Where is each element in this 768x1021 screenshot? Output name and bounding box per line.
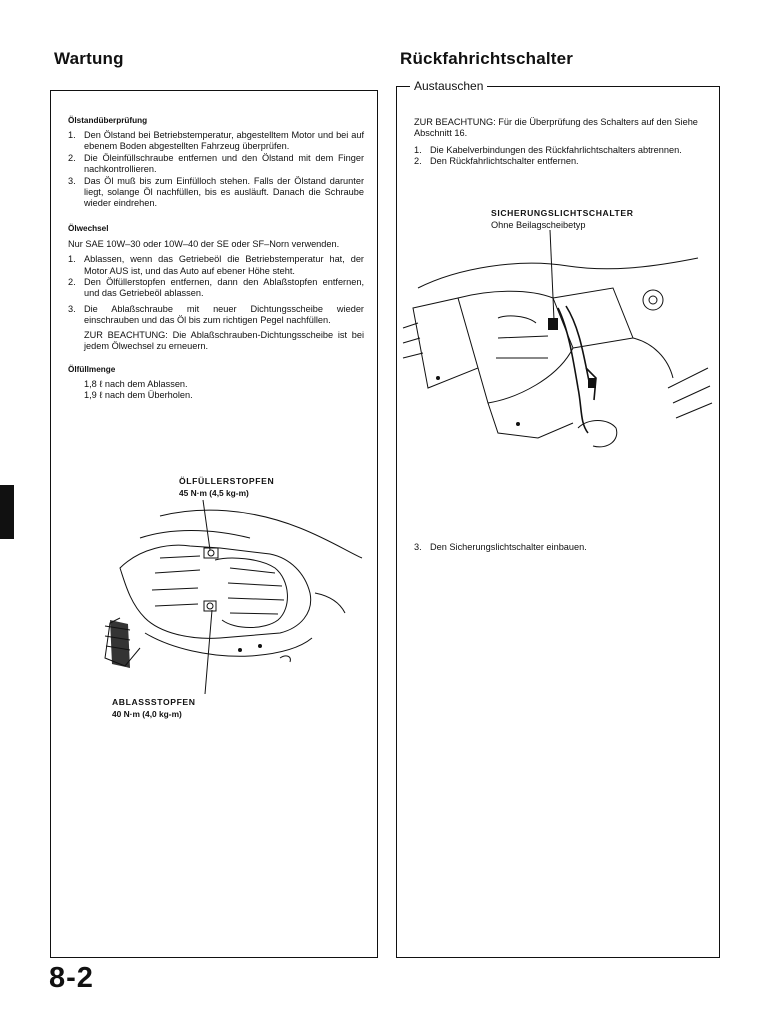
transmission-oil-plugs-illustration	[100, 498, 366, 698]
oil-change-note: ZUR BEACHTUNG: Die Ablaßschrauben-Dichtungsscheibe ist bei jedem Ölwechsel zu erneuern.	[84, 329, 364, 352]
list-item: 2. Den Rückfahrlichtschalter entfernen.	[414, 156, 579, 167]
list-item: 2. Den Ölfüllerstopfen entfernen, dann den Ablaßstopfen entfernen, und das Getriebeöl ablassen.	[68, 277, 364, 299]
fill-plug-label: ÖLFÜLLERSTOPFEN	[179, 476, 275, 486]
oil-change-heading: Ölwechsel	[68, 223, 109, 233]
switch-check-note: ZUR BEACHTUNG: Für die Überprüfung des Schalters auf den Siehe Abschnitt 16.	[414, 117, 698, 139]
list-item: 2. Die Öleinfüllschraube entfernen und den Ölstand mit dem Finger nachkontrollieren.	[68, 152, 364, 175]
page-number: 8-2	[49, 962, 94, 994]
right-step-3	[414, 542, 710, 553]
switch-figure-label: SICHERUNGSLICHTSCHALTER	[491, 208, 634, 218]
oil-capacity-line: 1,8 ℓ nach dem Ablassen.	[84, 378, 188, 389]
list-item: 3. Das Öl muß bis zum Einfülloch stehen. Falls der Ölstand darunter liegt, solange Öl nachfüllen, bis es ausläuft. Danach die Schraube wieder eindrehen.	[68, 175, 364, 209]
drain-plug-label: ABLASSSTOPFEN	[112, 697, 196, 707]
list-item: 1. Den Ölstand bei Betriebstemperatur, abgestelltem Motor und bei auf ebenem Boden abgestellten Fahrzeug überprüfen.	[68, 130, 364, 152]
right-text-column	[414, 117, 710, 168]
list-item: 3. Die Ablaßschraube mit neuer Dichtungsscheibe wieder einschrauben und das Öl bis zum richtigen Pegel nachfüllen.	[68, 303, 364, 326]
oil-capacity-line: 1,9 ℓ nach dem Überholen.	[84, 389, 193, 400]
list-item: 3. Den Sicherungslichtschalter einbauen.	[414, 542, 587, 552]
right-page-title: Rückfahrichtschalter	[400, 49, 574, 68]
fill-plug-torque: 45 N·m (4,5 kg-m)	[179, 488, 249, 498]
reverse-light-switch-illustration	[398, 228, 716, 460]
drain-plug-torque: 40 N·m (4,0 kg-m)	[112, 709, 182, 719]
oil-capacity-heading: Ölfüllmenge	[68, 364, 116, 374]
list-item: 1. Ablassen, wenn das Getriebeöl die Betriebstemperatur hat, der Motor AUS ist, und das Auto auf ebener Höhe steht.	[68, 254, 364, 276]
left-page-title: Wartung	[54, 49, 124, 68]
oil-check-heading: Ölstandüberprüfung	[68, 116, 148, 125]
section-heading: Austauschen	[410, 79, 487, 93]
oil-change-intro: Nur SAE 10W–30 oder 10W–40 der SE oder SF–Norn verwenden.	[68, 238, 340, 249]
left-text-column	[68, 116, 364, 401]
chapter-tab-marker	[0, 485, 14, 539]
switch-figure-sublabel: Ohne Beilagscheibetyp	[491, 220, 586, 230]
list-item: 1. Die Kabelverbindungen des Rückfahrlichtschalters abtrennen.	[414, 144, 682, 155]
